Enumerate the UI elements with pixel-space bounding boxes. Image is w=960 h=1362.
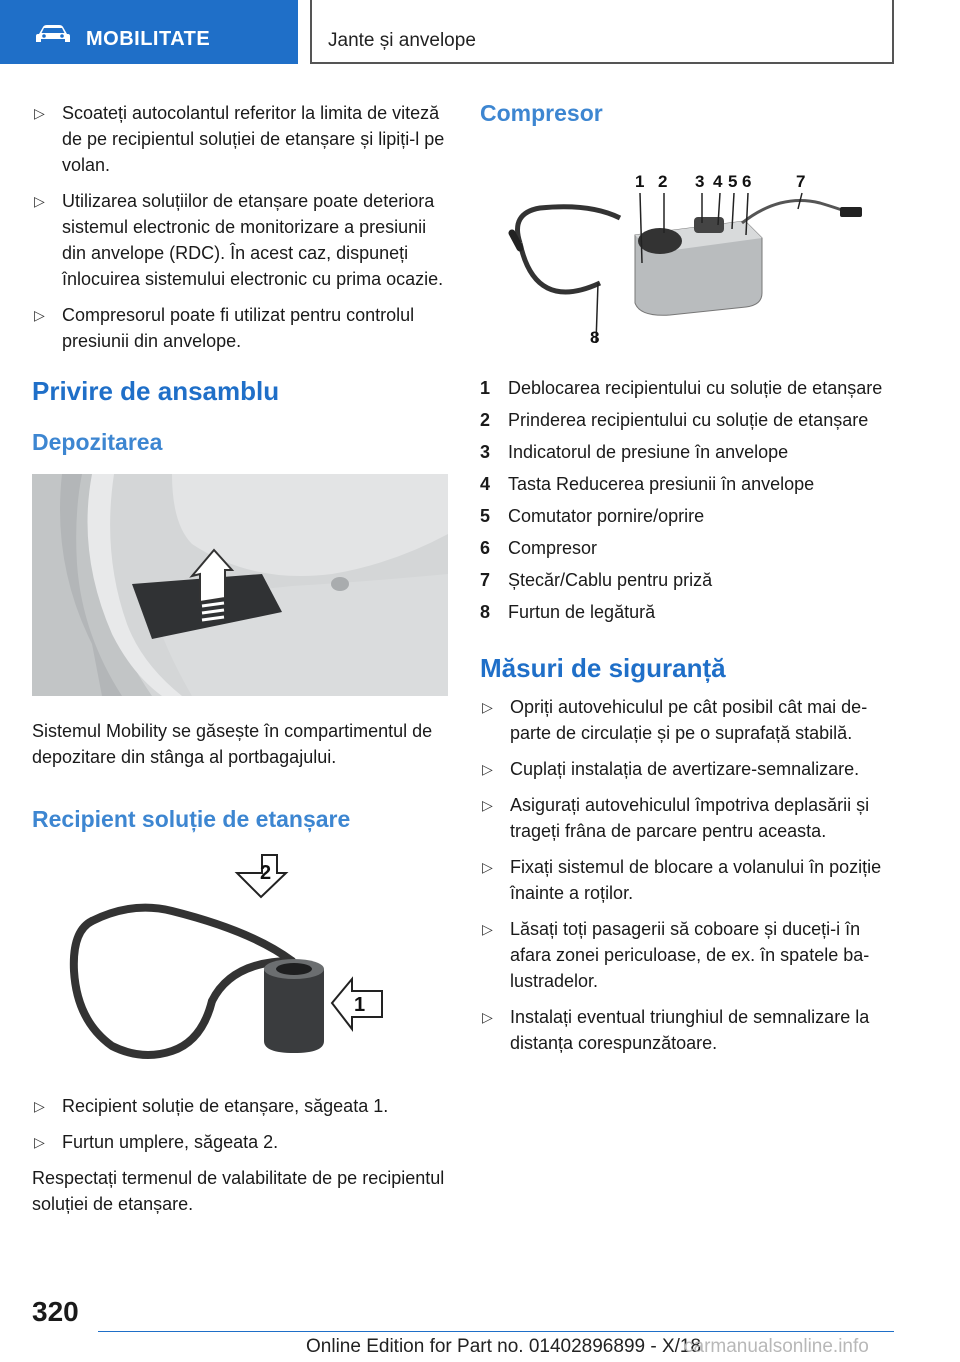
storage-description: Sistemul Mobility se găsește în compartimentul de depozitare din stânga al portbagajului.: [32, 721, 433, 767]
bullet-triangle-icon: ▷: [482, 859, 493, 875]
svg-text:3: 3: [695, 172, 705, 191]
svg-text:2: 2: [658, 172, 668, 191]
legend-item: 7 Ștecăr/Cablu pentru priză: [480, 570, 713, 590]
section-tab-mobility[interactable]: [0, 0, 298, 64]
svg-text:1: 1: [635, 172, 645, 191]
validity-note: Respectați termenul de valabilitate de pe recipientul soluției de etanșare.: [32, 1168, 445, 1214]
chapter-title: Jante și anvelope: [328, 30, 476, 51]
arrow-label-2: 2: [260, 862, 272, 884]
bullet-triangle-icon: ▷: [482, 1009, 493, 1025]
arrow-label-1: 1: [354, 994, 366, 1016]
trunk-storage-image: [32, 474, 448, 696]
heading-safety: Măsuri de siguranță: [480, 653, 726, 683]
car-icon: [36, 24, 70, 44]
legend-item: 5 Comutator pornire/oprire: [480, 506, 705, 526]
list-item: ▷ Scoateți autocolantul referitor la limita de viteză de pe recipientul soluției de etanșare și lipiți-l pe volan.: [32, 100, 448, 178]
list-item: ▷ Cuplați instalația de avertizare-semnalizare.: [480, 756, 892, 782]
right-column: [480, 100, 892, 1066]
svg-text:5: 5: [728, 172, 738, 191]
svg-text:8: 8: [590, 328, 600, 347]
bullet-triangle-icon: ▷: [34, 1134, 45, 1150]
bullet-triangle-icon: ▷: [34, 307, 45, 323]
bullet-triangle-icon: ▷: [482, 761, 493, 777]
list-item: ▷ Recipient soluție de etanșare, săgeata 1.: [32, 1093, 448, 1119]
left-column: [32, 100, 448, 1217]
bullet-triangle-icon: ▷: [34, 1098, 45, 1114]
bullet-triangle-icon: ▷: [34, 193, 45, 209]
bullet-triangle-icon: ▷: [482, 797, 493, 813]
list-item: ▷ Utilizarea soluțiilor de etanșare poate deteriora sistemul electronic de monitorizare a presiunii din anvelope (RDC). În acest caz, dispuneți înlocuirea sistemului electronic cu prima ocazie.: [32, 188, 448, 292]
legend-item: 8 Furtun de legătură: [480, 602, 656, 622]
legend-item: 1 Deblocarea recipientului cu soluție de etanșare: [480, 378, 883, 398]
list-item: ▷ Instalați eventual triunghiul de semnalizare la distanța corespunzătoare.: [480, 1004, 892, 1056]
list-item: ▷ Opriți autovehiculul pe cât posibil cât mai departe de circulație și pe o suprafață stabilă.: [480, 694, 892, 746]
heading-sealant-container: Recipient soluție de etanșare: [32, 806, 351, 832]
sealant-container-image: [32, 851, 448, 1075]
legend-item: 6 Compresor: [480, 538, 598, 558]
bullet-triangle-icon: ▷: [34, 105, 45, 121]
bullet-triangle-icon: ▷: [482, 699, 493, 715]
page-number: 320: [32, 1296, 79, 1327]
list-item: ▷ Asigurați autovehiculul împotriva deplasării și trageți frâna de parcare pentru aceasta.: [480, 792, 892, 844]
legend-item: 4 Tasta Reducerea presiunii în anvelope: [480, 474, 815, 494]
legend-item: 3 Indicatorul de presiune în anvelope: [480, 442, 789, 462]
list-item: ▷ Compresorul poate fi utilizat pentru controlul presiunii din anvelope.: [32, 302, 448, 354]
svg-text:7: 7: [796, 172, 806, 191]
list-item: ▷ Lăsați toți pasagerii să coboare și duceți-i în afara zonei periculoase, de ex. în spatele balustradelor.: [480, 916, 892, 994]
edition-text: Online Edition for Part no. 01402896899 - X/18: [306, 1336, 702, 1357]
legend-item: 2 Prinderea recipientului cu soluție de etanșare: [480, 410, 869, 430]
list-item: ▷ Furtun umplere, săgeata 2.: [32, 1129, 448, 1155]
bullet-triangle-icon: ▷: [482, 921, 493, 937]
heading-compressor: Compresor: [480, 100, 603, 126]
chapter-header: [310, 0, 894, 64]
section-label: MOBILITATE: [86, 28, 211, 50]
heading-overview: Privire de ansamblu: [32, 376, 280, 406]
footer-divider: [98, 1331, 894, 1332]
watermark: carmanualsonline.info: [684, 1336, 869, 1357]
svg-text:4: 4: [713, 172, 723, 191]
svg-text:6: 6: [742, 172, 752, 191]
heading-storage: Depozitarea: [32, 429, 163, 455]
compressor-legend: [480, 375, 892, 625]
list-item: ▷ Fixați sistemul de blocare a volanului în poziție înainte a roților.: [480, 854, 892, 906]
compressor-diagram: [480, 143, 892, 353]
